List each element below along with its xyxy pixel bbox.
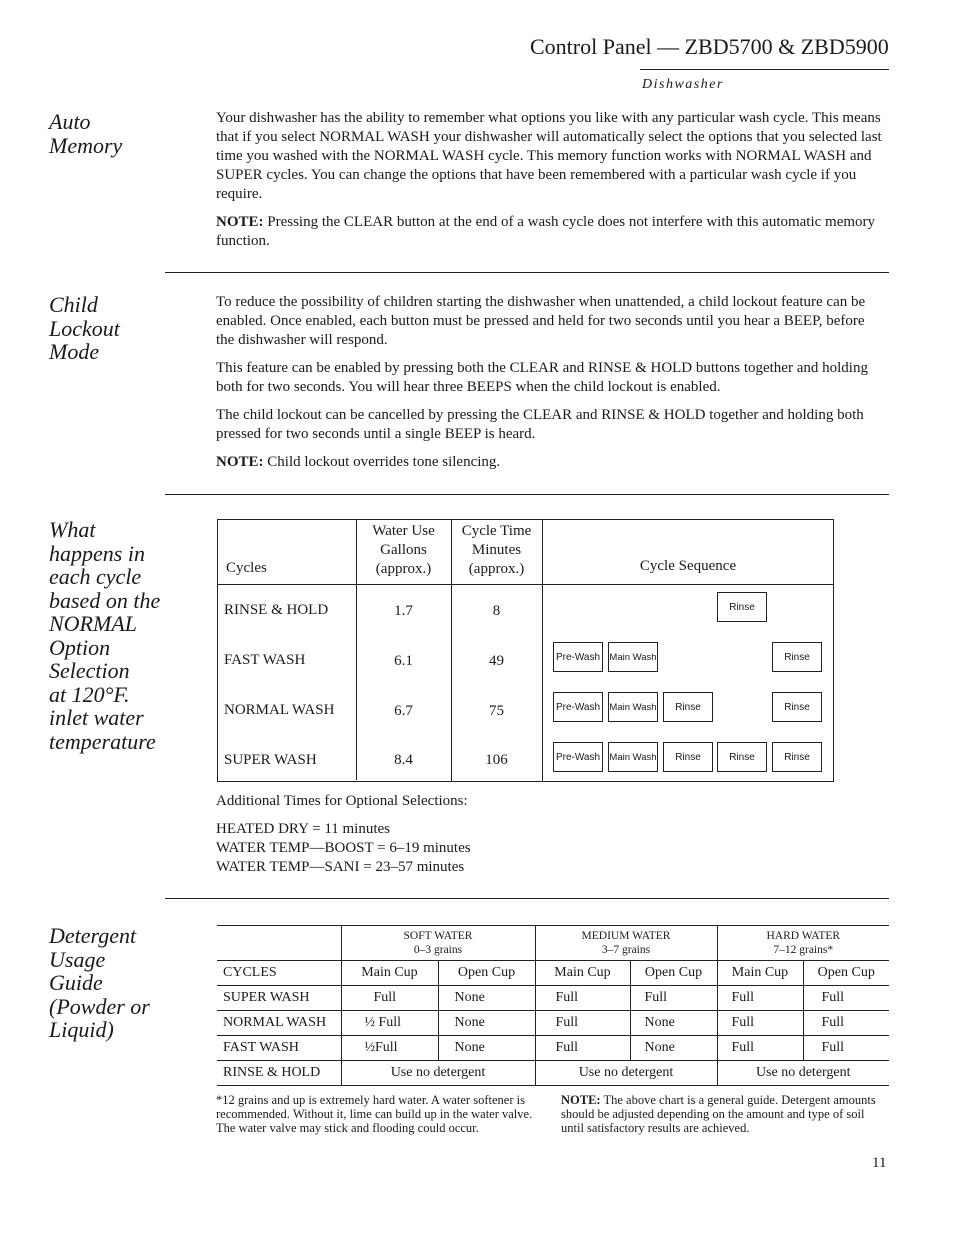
note-text: The above chart is a general guide. Detergent amounts should be adjusted depending on the amount and type of soil until satisfactory results are achieved. [561,1093,876,1135]
cycle-minutes: 106 [485,752,508,768]
heading-line: NORMAL [49,611,137,636]
additional-time-item: WATER TEMP—BOOST = 6–19 minutes [216,840,471,856]
sequence-step-rinse: Rinse [663,742,713,772]
amount-cell: Full [803,1011,889,1036]
amount-cell: Use no detergent [717,1061,889,1086]
cycle-minutes: 49 [489,653,504,669]
heading-line: based on the [49,587,161,613]
cycle-name: SUPER WASH [224,752,317,768]
detergent-table [217,925,889,1086]
amount-cell: Full [535,986,630,1011]
table-row [217,986,889,1011]
paragraph: To reduce the possibility of children starting the dishwasher when unattended, a child lockout feature can be enabled. Once enabled, each button must be pressed and held for two seconds until you hear a BEEP, before the dishwasher will respond. [216,294,866,348]
sequence-step-pre-wash: Pre-Wash [553,642,603,672]
detergent-note [561,1093,881,1135]
cycle-gallons: 6.1 [394,653,413,669]
cycle-name: RINSE & HOLD [224,602,329,618]
amount-cell: Full [535,1036,630,1061]
header-rule [640,69,889,70]
sequence-step-main-wash: Main Wash [608,692,658,722]
cup-header-row [217,961,889,986]
page-number: 11 [872,1155,887,1171]
additional-time-item: HEATED DRY = 11 minutes [216,821,391,837]
header-line: (approx.) [468,561,525,577]
note-label: NOTE: [216,214,264,230]
amount-cell: Full [717,986,803,1011]
sequence-step-pre-wash: Pre-Wash [553,742,603,772]
cycle-name: NORMAL WASH [224,702,335,718]
open-cup-label: Open Cup [438,961,535,986]
header-line: Water Use [372,523,435,539]
empty-cell [217,926,341,961]
cycle-minutes: 8 [492,603,501,619]
amount-cell: ½Full [341,1036,438,1061]
amount-cell: None [630,1036,717,1061]
header-water-use [356,522,451,579]
cycle-name: FAST WASH [217,1036,341,1061]
main-cup-label: Main Cup [535,961,630,986]
sequence-step-pre-wash: Pre-Wash [553,692,603,722]
hard-water-footnote: *12 grains and up is extremely hard water. A water softener is recommended. Without it, lime can build up in the water valve. The water valve may stick and flooding could occur. [216,1093,533,1135]
main-cup-label: Main Cup [717,961,803,986]
cycle-name: SUPER WASH [217,986,341,1011]
header-line: Gallons [380,542,427,558]
cycle-gallons: 8.4 [394,752,413,768]
water-hardness-row [217,926,889,961]
header-cycles: Cycles [226,560,267,576]
additional-times [216,792,471,877]
sequence-step-main-wash: Main Wash [608,742,658,772]
amount-cell: Full [717,1036,803,1061]
group-name: HARD WATER [766,930,841,942]
header-line: Minutes [471,542,522,558]
page-subtitle: Dishwasher [642,77,724,92]
sequence-step-rinse: Rinse [663,692,713,722]
sequence-step-rinse: Rinse [772,742,822,772]
heading-line: (Powder or [49,993,150,1019]
note-paragraph [216,453,884,472]
heading-line: Memory [49,132,123,158]
cycle-name: NORMAL WASH [217,1011,341,1036]
group-name: SOFT WATER [403,930,473,942]
heading-line: Child [49,292,98,317]
cycle-gallons: 6.7 [394,703,413,719]
amount-cell: None [630,1011,717,1036]
cycle-gallons: 1.7 [394,603,413,619]
heading-line: What [49,517,96,542]
soft-water-group [341,926,535,961]
table-row [217,1036,889,1061]
section-divider [165,494,889,495]
amount-cell: Use no detergent [535,1061,717,1086]
header-cycle-sequence: Cycle Sequence [639,558,737,574]
paragraph: The child lockout can be cancelled by pressing the CLEAR and RINSE & HOLD together and holding both pressed for two seconds until a single BEEP is heard. [216,407,864,442]
amount-cell: Use no detergent [341,1061,535,1086]
group-name: MEDIUM WATER [581,930,671,942]
main-cup-label: Main Cup [341,961,438,986]
heading-line: Detergent [49,923,137,948]
heading-line: at 120°F. [49,681,130,707]
group-range: 7–12 grains* [773,944,834,956]
amount-cell: None [438,1036,535,1061]
table-row [217,1011,889,1036]
header-line: Cycle Time [461,523,532,539]
paragraph: Your dishwasher has the ability to remember what options you like with any particular wash cycle. This means that if you select NORMAL WASH your dishwasher will automatically select the options that you selected last time you washed with the NORMAL WASH cycle. This memory function works with NORMAL WASH and SUPER cycles. You can change the options that have been remembered with a particular wash cycle if you require. [216,110,882,202]
heading-line: Lockout [49,315,120,341]
auto-memory-body [216,109,884,260]
note-paragraph [216,213,884,251]
section-divider [165,898,889,899]
heading-line: Mode [49,339,100,364]
heading-line: Usage [49,946,106,972]
sequence-step-rinse: Rinse [717,592,767,622]
amount-cell: Full [803,1036,889,1061]
cycles-heading [49,518,160,753]
hard-water-group [717,926,889,961]
amount-cell: Full [803,986,889,1011]
paragraph: This feature can be enabled by pressing both the CLEAR and RINSE & HOLD buttons together and holding both for two seconds. You will hear three BEEPS when the child lockout is enabled. [216,360,868,395]
medium-water-group [535,926,717,961]
heading-line: Liquid) [49,1017,114,1042]
sequence-step-rinse: Rinse [717,742,767,772]
note-label: NOTE: [561,1093,601,1107]
child-lockout-body [216,293,884,481]
heading-line: Selection [49,658,130,683]
header-cycle-time [451,522,542,579]
heading-line: temperature [49,728,156,754]
open-cup-label: Open Cup [630,961,717,986]
table-header-rule [218,584,833,585]
group-range: 3–7 grains [601,944,651,956]
amount-cell: Full [717,1011,803,1036]
sequence-step-main-wash: Main Wash [608,642,658,672]
table-row [217,1061,889,1086]
header-line: (approx.) [375,561,432,577]
cycle-name: FAST WASH [224,652,306,668]
page-title: Control Panel — ZBD5700 & ZBD5900 [530,34,889,59]
amount-cell: ½ Full [341,1011,438,1036]
child-lockout-heading [49,293,120,364]
heading-line: Option [49,634,111,660]
note-text: Pressing the CLEAR button at the end of a wash cycle does not interfere with this automatic memory function. [216,214,876,249]
heading-line: Guide [49,970,103,995]
sequence-step-rinse: Rinse [772,692,822,722]
heading-line: Auto [49,109,91,134]
section-divider [165,272,889,273]
note-text: Child lockout overrides tone silencing. [263,454,501,470]
group-range: 0–3 grains [413,944,463,956]
amount-cell: None [438,1011,535,1036]
open-cup-label: Open Cup [803,961,889,986]
heading-line: each cycle [49,564,142,589]
sequence-step-rinse: Rinse [772,642,822,672]
heading-line: happens in [49,540,145,566]
cycle-table [217,519,834,782]
amount-cell: Full [630,986,717,1011]
note-label: NOTE: [216,454,264,470]
detergent-heading [49,924,150,1042]
cycle-minutes: 75 [489,703,504,719]
cycles-label: CYCLES [217,961,341,986]
amount-cell: None [438,986,535,1011]
amount-cell: Full [341,986,438,1011]
auto-memory-heading [49,110,122,157]
heading-line: inlet water [49,705,144,730]
amount-cell: Full [535,1011,630,1036]
additional-time-item: WATER TEMP—SANI = 23–57 minutes [216,859,465,875]
cycle-name: RINSE & HOLD [217,1061,341,1086]
additional-times-title: Additional Times for Optional Selections: [216,793,468,809]
